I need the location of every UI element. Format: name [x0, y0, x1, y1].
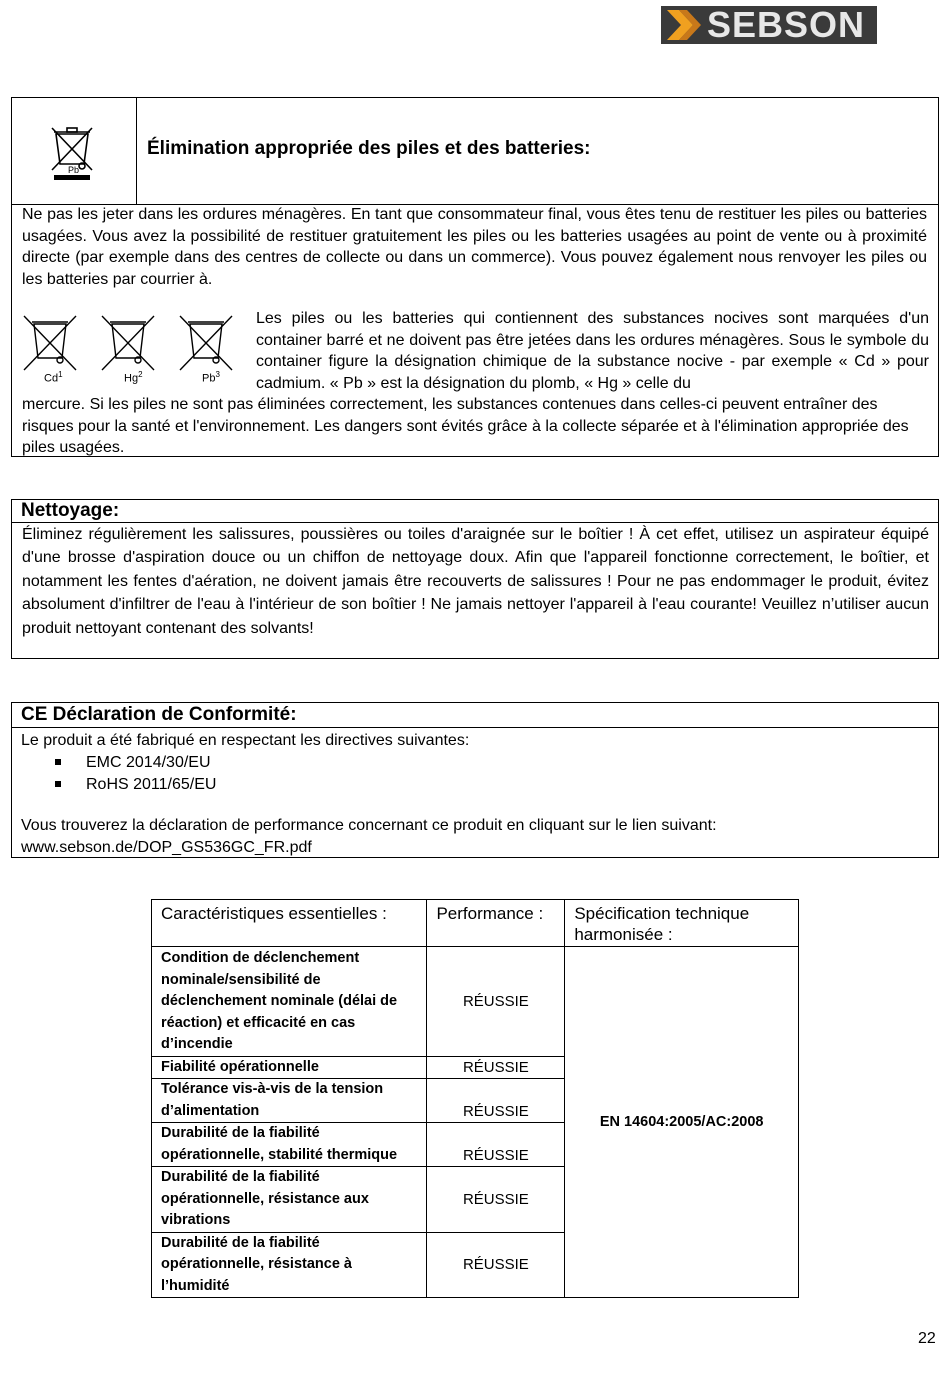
- characteristic-cell: Durabilité de la fiabilité opérationnelle, résistance aux vibrations: [152, 1167, 427, 1233]
- performance-cell: RÉUSSIE: [427, 947, 565, 1057]
- battery-disposal-section: [11, 97, 939, 457]
- performance-cell: RÉUSSIE: [427, 1167, 565, 1233]
- characteristic-cell: Condition de déclenchement nominale/sensibilité de déclenchement nominale (délai de réaction) et efficacité en cas d’incendie: [152, 947, 427, 1057]
- performance-cell: RÉUSSIE: [427, 1056, 565, 1079]
- table-header-row: [152, 900, 799, 947]
- bin-icon-label: Pb: [68, 165, 80, 175]
- characteristic-cell: Fiabilité opérationnelle: [152, 1056, 427, 1079]
- bin-label-hg: Hg$^2$: [124, 370, 143, 385]
- page-number: 22: [918, 1330, 936, 1347]
- performance-text: Vous trouverez la déclaration de performance concernant ce produit en cliquant sur le lien suivant:: [21, 817, 717, 834]
- ce-declaration-section: [11, 702, 939, 858]
- ce-title-row: [12, 703, 938, 728]
- ce-intro: Le produit a été fabriqué en respectant les directives suivantes:: [21, 732, 470, 749]
- logo-chevron-icon: [661, 6, 707, 44]
- battery-paragraph-1: Ne pas les jeter dans les ordures ménagères. En tant que consommateur final, vous êtes tenu de restituer les piles ou batteries usagées. Vous avez la possibilité de restituer gratuitement les piles ou les batteries usagées au point de vente ou à proximité directe (par exemple dans des centres de collecte ou dans un commerce). Vous pouvez également nous renvoyer les piles ou les batteries par courrier à.: [22, 206, 927, 288]
- characteristic-cell: Tolérance vis-à-vis de la tension d’alimentation: [152, 1079, 427, 1123]
- cleaning-section: [11, 499, 939, 659]
- bullet-icon: [55, 759, 61, 765]
- performance-cell: RÉUSSIE: [427, 1232, 565, 1298]
- battery-paragraph-2: Les piles ou les batteries qui contiennent des substances nocives sont marquées d'un container barré et ne doivent pas être jetées dans les ordures ménagères. Sous le symbole du container figure la désignation chimique de la substance nocive - par exemple « Cd » pour cadmium. « Pb » est la désignation du plomb, « Hg » celle du: [256, 310, 929, 392]
- performance-link[interactable]: www.sebson.de/DOP_GS536GC_FR.pdf: [21, 838, 312, 856]
- specification-cell: EN 14604:2005/AC:2008: [565, 947, 799, 1298]
- cleaning-title: Nettoyage:: [21, 500, 120, 521]
- battery-paragraph-3: mercure. Si les piles ne sont pas éliminées correctement, les substances contenues dans celles-ci peuvent entraîner des risques pour la santé et l'environnement. Les dangers sont évités grâce à la collecte séparée et à l'élimination appropriée des piles usagées.: [22, 396, 909, 456]
- battery-section-title: Élimination appropriée des piles et des batteries:: [147, 138, 591, 159]
- crossed-bin-icon: [12, 98, 136, 204]
- performance-table: [151, 899, 799, 1298]
- table-row: [152, 947, 799, 1057]
- performance-cell: RÉUSSIE: [427, 1123, 565, 1167]
- bullet-icon: [55, 781, 61, 787]
- performance-cell: RÉUSSIE: [427, 1079, 565, 1123]
- list-item: RoHS 2011/65/EU: [21, 774, 216, 796]
- header-characteristics: Caractéristiques essentielles :: [152, 900, 427, 947]
- characteristic-cell: Durabilité de la fiabilité opérationnelle, résistance à l’humidité: [152, 1232, 427, 1298]
- bin-label-cd: Cd$^1$: [44, 370, 63, 385]
- battery-header-row: [12, 98, 938, 205]
- directives-list: [21, 752, 216, 795]
- crossed-bin-icon-cell: [12, 98, 137, 204]
- performance-declaration: [21, 815, 717, 858]
- header-performance: Performance :: [427, 900, 565, 947]
- list-item: EMC 2014/30/EU: [21, 752, 216, 774]
- cleaning-title-row: [12, 500, 938, 523]
- ce-title: CE Déclaration de Conformité:: [21, 704, 297, 725]
- hazard-bins-icons: [20, 314, 245, 386]
- header-specification: Spécification technique harmonisée :: [565, 900, 799, 947]
- logo-text: SEBSON: [707, 4, 866, 45]
- bin-label-pb: Pb$^3$: [202, 370, 220, 385]
- cleaning-body: Éliminez régulièrement les salissures, poussières ou toiles d'araignée sur le boîtier ! À cet effet, utilisez un aspirateur équipé d'une brosse d'aspiration douce ou un chiffon de nettoyage doux. Afin que l'appareil fonctionne correctement, le boîtier, et notamment les fentes d'aération, ne doivent jamais être recouverts de salissures ! Pour ne pas endommager le produit, évitez absolument d'infiltrer de l'eau à l'intérieur de son boîtier ! Ne jamais nettoyer l'appareil à l'eau courante! Veuillez n’utiliser aucun produit nettoyant contenant des solvants!: [22, 526, 929, 637]
- sebson-logo: [661, 6, 877, 44]
- characteristic-cell: Durabilité de la fiabilité opérationnelle, stabilité thermique: [152, 1123, 427, 1167]
